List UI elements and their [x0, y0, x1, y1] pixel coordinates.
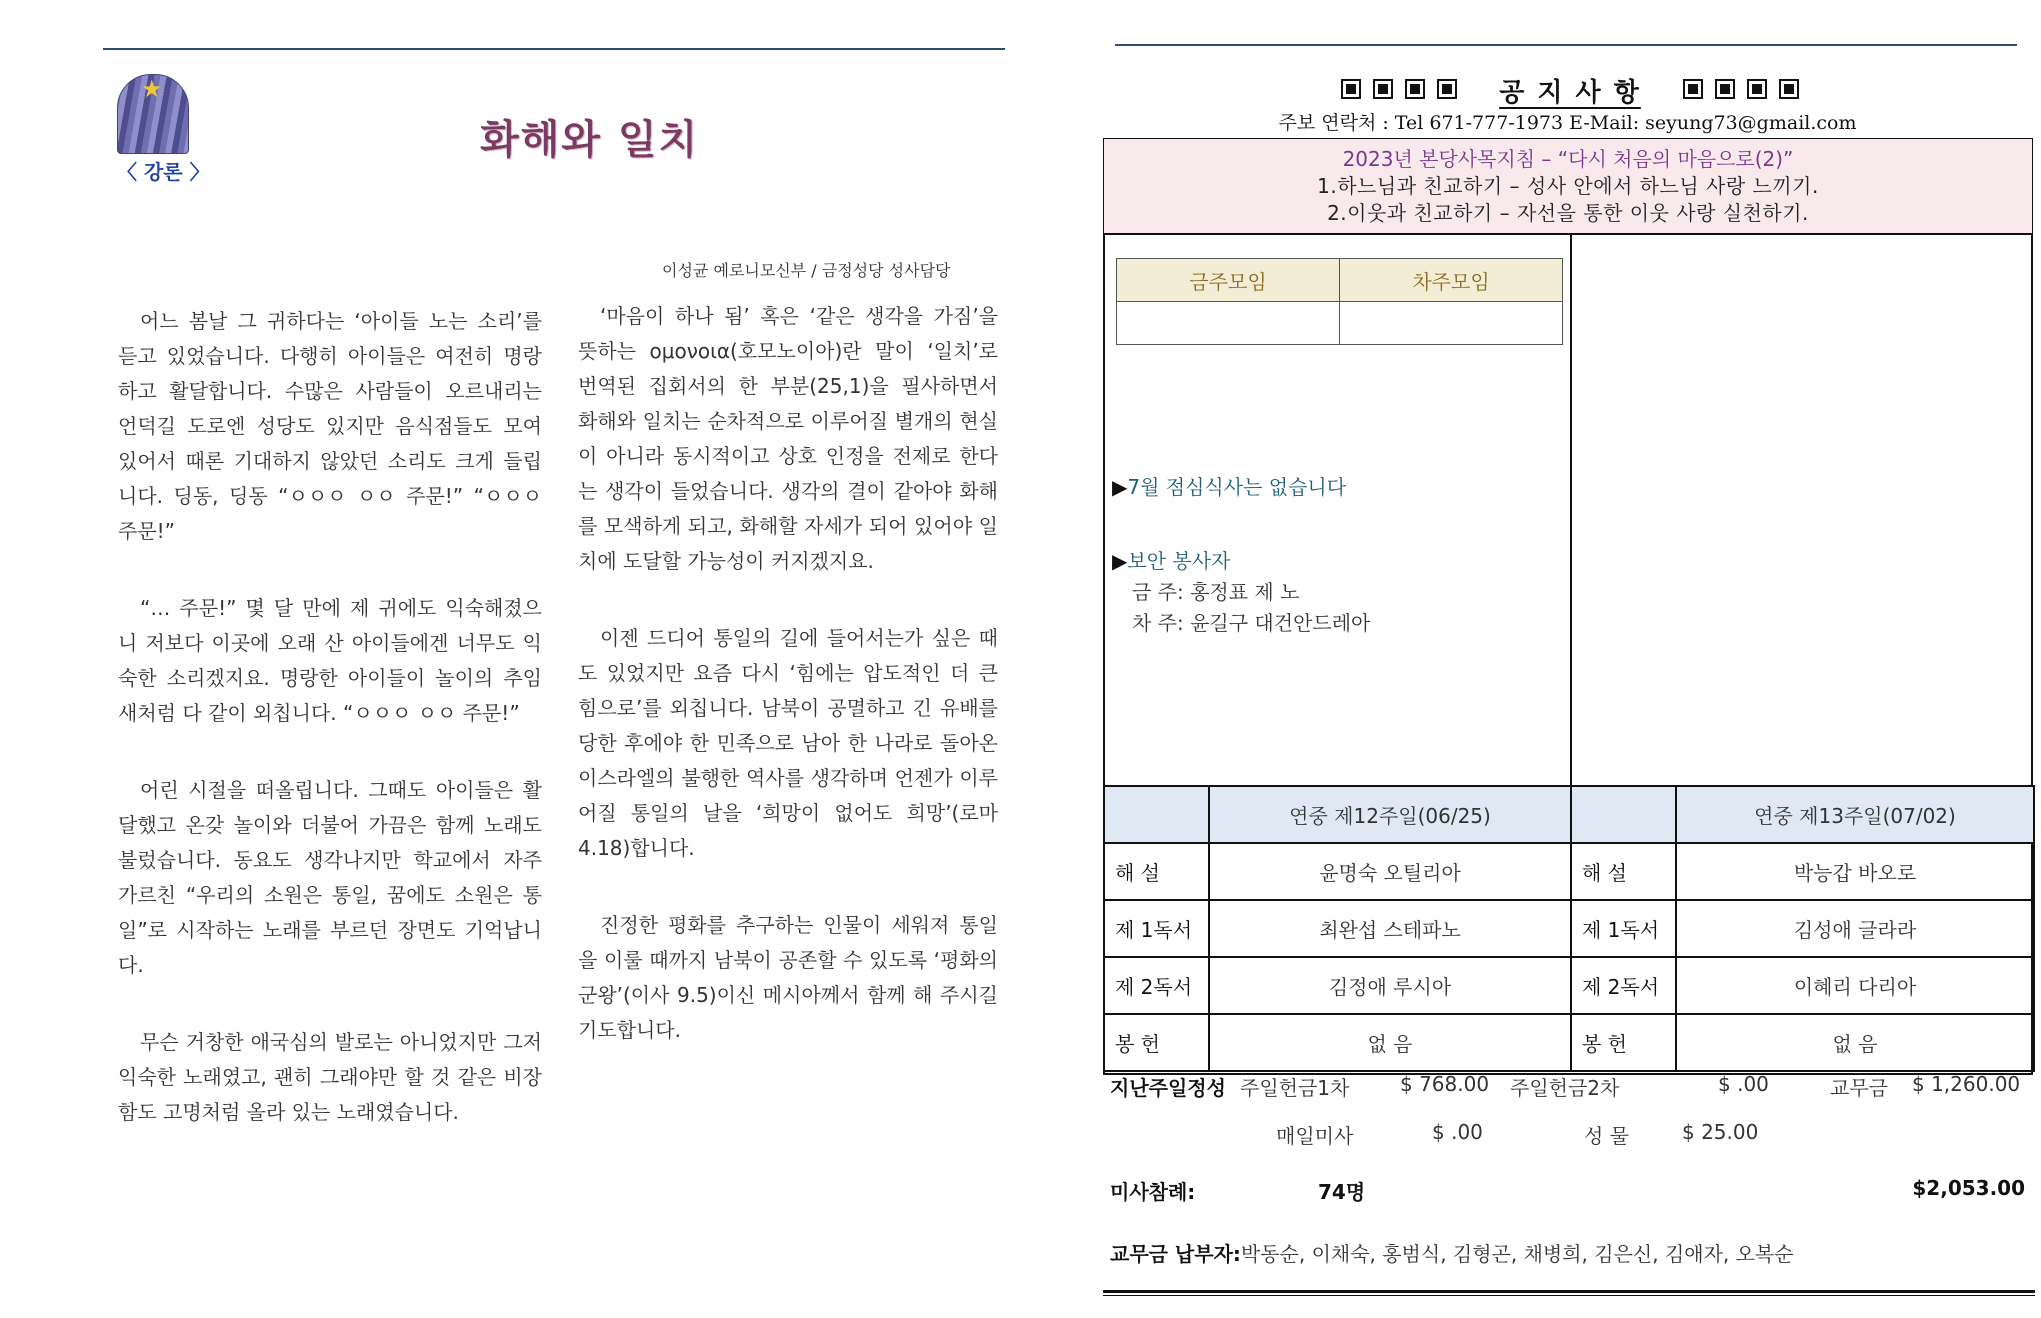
notice-heading [1310, 72, 1830, 109]
week2-cell: 없 음 [1676, 1014, 2034, 1071]
role-label: 제 1독서 [1571, 900, 1676, 957]
week2-cell: 이혜리 다리아 [1676, 957, 2034, 1014]
week1-cell: 윤명숙 오틸리아 [1209, 843, 1571, 900]
logo-label: 〈 강론 〉 [117, 160, 210, 184]
square-icon [1779, 79, 1799, 99]
pastoral-banner [1104, 139, 2032, 235]
security-this-week: 금 주: 홍정표 제 노 [1132, 580, 1300, 604]
stained-glass-icon [117, 74, 189, 154]
sunday2-label: 주일헌금2차 [1510, 1076, 1620, 1100]
header-blank [1571, 786, 1676, 843]
table-row [1104, 843, 2034, 900]
article-column-2 [578, 299, 998, 1090]
bottom-rule [1103, 1290, 2035, 1293]
role-label: 제 2독서 [1571, 957, 1676, 1014]
paragraph: 진정한 평화를 추구하는 인물이 세워져 통일을 이룰 때까지 남북이 공존할 수 있도록 ‘평화의 군왕’(이사 9.5)이신 메시아께서 함께 해 주시길 기도합니다. [578, 913, 998, 1042]
week2-cell: 김성애 글라라 [1676, 900, 2034, 957]
daily-mass-label: 매일미사 [1276, 1124, 1354, 1148]
security-volunteer-heading: ▶보안 봉사자 [1112, 549, 1231, 573]
table-row [1104, 900, 2034, 957]
role-label: 해 설 [1571, 843, 1676, 900]
role-label: 해 설 [1104, 843, 1209, 900]
this-week-meeting-cell [1117, 302, 1340, 345]
parish-fee-label: 교무금 [1830, 1076, 1888, 1100]
next-week-meeting-header: 차주모임 [1340, 259, 1563, 302]
top-rule-left [103, 48, 1005, 50]
offering-label: 지난주일정성 [1110, 1076, 1226, 1100]
next-week-meeting-cell [1340, 302, 1563, 345]
sunday2-value: $ .00 [1718, 1072, 1769, 1096]
banner-line-1: 2023년 본당사목지침 – “다시 처음의 마음으로(2)” [1342, 147, 1794, 171]
lunch-notice: ▶7월 점심식사는 없습니다 [1112, 475, 1347, 499]
paragraph: 어느 봄날 그 귀하다는 ‘아이들 노는 소리’를 듣고 있었습니다. 다행히 아이들은 여전히 명랑하고 활달합니다. 수많은 사람들이 오르내리는 언덕길 도로엔 성당도 있지만 음식점들도 모여 있어서 때론 기대하지 않았던 소리도 크게 들립니다. 딩동, 딩동 “ㅇㅇㅇ ㅇㅇ 주문!” “ㅇㅇㅇ 주문!” [118, 309, 542, 543]
square-icon [1437, 79, 1457, 99]
role-label: 제 1독서 [1104, 900, 1209, 957]
top-rule-right [1115, 44, 2017, 46]
week2-cell: 박능갑 바오로 [1676, 843, 2034, 900]
table-row [1104, 957, 2034, 1014]
bottom-rule-thin [1103, 1295, 2035, 1296]
parish-fee-value: $ 1,260.00 [1912, 1072, 2021, 1096]
holy-goods-label: 성 물 [1584, 1124, 1629, 1148]
square-icon [1373, 79, 1393, 99]
header-blank [1104, 786, 1209, 843]
role-label: 제 2독서 [1104, 957, 1209, 1014]
banner-line-3: 2.이웃과 친교하기 – 자선을 통한 이웃 사랑 실천하기. [1327, 201, 1809, 225]
role-label: 봉 헌 [1571, 1014, 1676, 1071]
attendance-value: 74명 [1318, 1180, 1366, 1204]
column-divider [1570, 235, 1572, 785]
square-icon [1747, 79, 1767, 99]
attendance-label: 미사참례: [1110, 1180, 1196, 1204]
this-week-meeting-header: 금주모임 [1117, 259, 1340, 302]
role-label: 봉 헌 [1104, 1014, 1209, 1071]
daily-mass-value: $ .00 [1432, 1120, 1483, 1144]
article-column-1 [118, 304, 542, 1172]
sunday1-value: $ 768.00 [1400, 1072, 1490, 1096]
paragraph: “… 주문!” 몇 달 만에 제 귀에도 익숙해졌으니 저보다 이곳에 오래 산 아이들에겐 너무도 익숙한 소리겠지요. 명랑한 아이들이 놀이의 추임새처럼 다 같이 외칩니다. “ㅇㅇㅇ ㅇㅇ 주문!” [118, 596, 542, 725]
week1-cell: 김정애 루시아 [1209, 957, 1571, 1014]
paragraph: 무슨 거창한 애국심의 발로는 아니었지만 그저 익숙한 노래였고, 괜히 그래야만 할 것 같은 비장함도 고명처럼 올라 있는 노래였습니다. [118, 1030, 542, 1124]
table-row [1104, 1014, 2034, 1071]
meeting-table [1116, 258, 1563, 345]
square-icon [1683, 79, 1703, 99]
security-next-week: 차 주: 윤길구 대건안드레아 [1132, 611, 1371, 635]
week1-cell: 없 음 [1209, 1014, 1571, 1071]
article-title: 화해와 일치 [480, 116, 700, 163]
homily-logo [117, 74, 210, 184]
week1-cell: 최완섭 스테파노 [1209, 900, 1571, 957]
notice-title: 공 지 사 항 [1499, 78, 1641, 108]
article-byline: 이성균 예로니모신부 / 금정성당 성사담당 [662, 261, 951, 280]
week2-header: 연중 제13주일(07/02) [1676, 786, 2034, 843]
square-icon [1405, 79, 1425, 99]
triangle-bullet-icon: ▶ [1112, 475, 1128, 499]
paragraph: 이젠 드디어 통일의 길에 들어서는가 싶은 때도 있었지만 요즘 다시 ‘힘에는 압도적인 더 큰 힘으로’를 외칩니다. 남북이 공멸하고 긴 유배를 당한 후에야 한 민족으로 남아 한 나라로 돌아온 이스라엘의 불행한 역사를 생각하며 언젠가 이루어질 통일의 날을 ‘희망이 없어도 희망’(로마 4.18)합니다. [578, 626, 998, 860]
contact-info: 주보 연락처 : Tel 671-777-1973 E-Mail: seyung73@gmail.com [1278, 112, 1857, 134]
holy-goods-value: $ 25.00 [1682, 1120, 1759, 1144]
week1-header: 연중 제12주일(06/25) [1209, 786, 1571, 843]
triangle-bullet-icon: ▶ [1112, 549, 1128, 573]
square-icon [1715, 79, 1735, 99]
liturgy-schedule-table [1103, 785, 2035, 1072]
star-icon: ★ [141, 75, 163, 103]
parish-fee-payers: 교무금 납부자:박동순, 이채숙, 홍범식, 김형곤, 채병희, 김은신, 김애자, 오복순 [1110, 1242, 1794, 1266]
square-icon [1341, 79, 1361, 99]
paragraph: ‘마음이 하나 됨’ 혹은 ‘같은 생각을 가짐’을 뜻하는 ομονοια(호모노이아)란 말이 ‘일치’로 번역된 집회서의 한 부분(25,1)을 필사하면서 화해와 일치는 순차적으로 이루어질 별개의 현실이 아니라 동시적이고 상호 인정을 전제로 한다는 생각이 들었습니다. 생각의 결이 같아야 화해를 모색하게 되고, 화해할 자세가 되어 있어야 일치에 도달할 가능성이 커지겠지요. [578, 304, 998, 573]
offering-total: $2,053.00 [1912, 1176, 2025, 1200]
banner-line-2: 1.하느님과 친교하기 – 성사 안에서 하느님 사랑 느끼기. [1317, 174, 1819, 198]
sunday1-label: 주일헌금1차 [1240, 1076, 1350, 1100]
paragraph: 어린 시절을 떠올립니다. 그때도 아이들은 활달했고 온갖 놀이와 더불어 가끔은 함께 노래도 불렀습니다. 동요도 생각나지만 학교에서 자주 가르친 “우리의 소원은 통일, 꿈에도 소원은 통일”로 시작하는 노래를 부르던 장면도 기억납니다. [118, 778, 542, 977]
